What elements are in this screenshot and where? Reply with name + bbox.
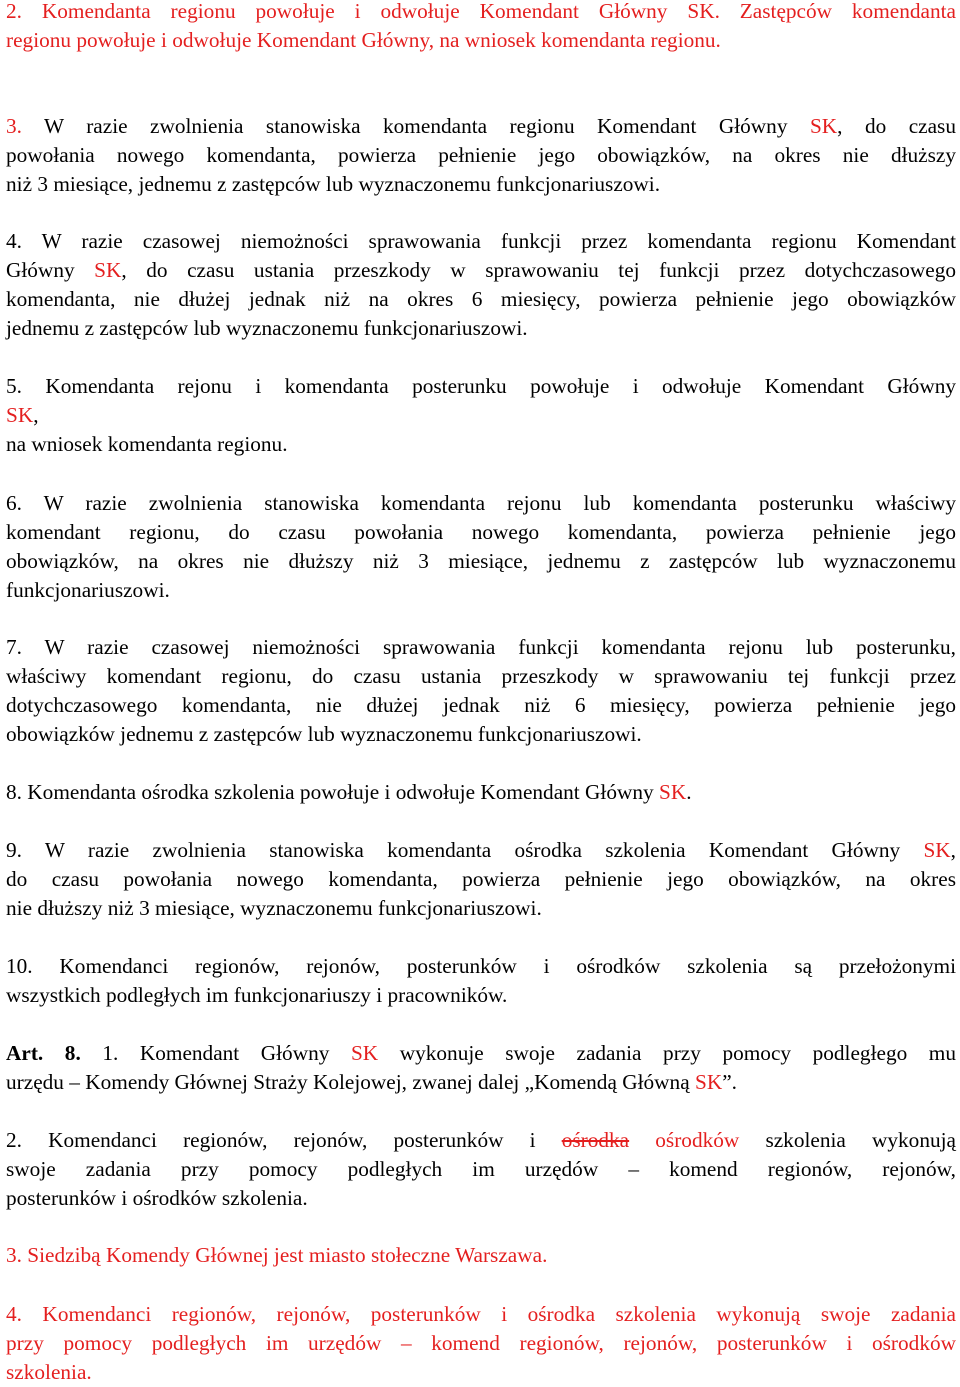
paragraph-10	[6, 952, 956, 1010]
paragraph-4-line-3: komendanta, nie dłużej jednak niż na okres 6 miesięcy, powierza pełnienie jego obowiązków	[6, 287, 956, 311]
paragraph-5-line-1: 5. Komendanta rejonu i komendanta posterunku powołuje i odwołuje Komendant Główny	[6, 374, 956, 398]
paragraph-4-line-1: 4. W razie czasowej niemożności sprawowania funkcji przez komendanta regionu Komendant	[6, 229, 956, 253]
paragraph-9-line-2: do czasu powołania nowego komendanta, powierza pełnienie jego obowiązków, na okres	[6, 867, 956, 891]
paragraph-9	[6, 836, 956, 923]
paragraph-2-line-2: regionu powołuje i odwołuje Komendant Główny, na wniosek komendanta regionu.	[6, 28, 721, 52]
paragraph-6-line-4: funkcjonariuszowi.	[6, 578, 170, 602]
article-8-section-4-line-3: szkolenia.	[6, 1360, 92, 1384]
inserted-word: ośrodków	[655, 1128, 740, 1152]
article-8-line-2: urzędu – Komendy Głównej Straży Kolejowej, zwanej dalej „Komendą Główną SK”.	[6, 1070, 737, 1094]
paragraph-3	[6, 112, 956, 199]
paragraph-6	[6, 489, 956, 605]
article-8-section-2-line-3: posterunków i ośrodków szkolenia.	[6, 1186, 308, 1210]
paragraph-2-line-1: 2. Komendanta regionu powołuje i odwołuje Komendant Główny SK. Zastępców komendanta	[6, 0, 956, 23]
article-8-section-4-line-1: 4. Komendanci regionów, rejonów, posterunków i ośrodka szkolenia wykonują swoje zadania	[6, 1302, 956, 1326]
article-8-section-4	[6, 1300, 956, 1387]
paragraph-3-line-3: niż 3 miesiące, jednemu z zastępców lub wyznaczonemu funkcjonariuszowi.	[6, 172, 661, 196]
paragraph-7-line-4: obowiązków jednemu z zastępców lub wyznaczonemu funkcjonariuszowi.	[6, 722, 642, 746]
paragraph-5-line-2: SK,	[6, 403, 39, 427]
paragraph-10-line-1: 10. Komendanci regionów, rejonów, posterunków i ośrodków szkolenia są przełożonymi	[6, 954, 956, 978]
struck-word: ośrodka	[561, 1128, 630, 1152]
paragraph-8-line-1: 8. Komendanta ośrodka szkolenia powołuje i odwołuje Komendant Główny SK.	[6, 780, 692, 804]
article-8-line-1: Art. 8. 1. Komendant Główny SK wykonuje swoje zadania przy pomocy podległego mu	[6, 1041, 956, 1065]
sk-abbrev: SK	[923, 838, 951, 862]
paragraph-7-line-1: 7. W razie czasowej niemożności sprawowania funkcji komendanta rejonu lub posterunku,	[6, 635, 956, 659]
paragraph-4-line-4: jednemu z zastępców lub wyznaczonemu funkcjonariuszowi.	[6, 316, 528, 340]
paragraph-6-line-1: 6. W razie zwolnienia stanowiska komendanta rejonu lub komendanta posterunku właściwy	[6, 491, 956, 515]
paragraph-4-line-2: Główny SK, do czasu ustania przeszkody w sprawowaniu tej funkcji przez dotychczasowego	[6, 258, 957, 282]
paragraph-2	[6, 0, 956, 55]
paragraph-4	[6, 227, 956, 343]
sk-abbrev: SK	[694, 1070, 723, 1094]
paragraph-6-line-3: obowiązków, na okres nie dłuższy niż 3 miesiące, jednemu z zastępców lub wyznaczonemu	[6, 549, 956, 573]
article-8-section-3	[6, 1241, 956, 1270]
paragraph-10-line-2: wszystkich podległych im funkcjonariuszy i pracowników.	[6, 983, 508, 1007]
paragraph-9-line-3: nie dłuższy niż 3 miesiące, wyznaczonemu funkcjonariuszowi.	[6, 896, 542, 920]
article-8-section-1	[6, 1039, 956, 1097]
sk-abbrev: SK	[6, 403, 34, 427]
article-8-section-2-line-1: 2. Komendanci regionów, rejonów, posterunków i ośrodka ośrodków szkolenia wykonują	[6, 1128, 956, 1152]
paragraph-3-line-2: powołania nowego komendanta, powierza pełnienie jego obowiązków, na okres nie dłuższy	[6, 143, 956, 167]
paragraph-5-line-3: na wniosek komendanta regionu.	[6, 432, 288, 456]
article-8-section-3-line-1: 3. Siedzibą Komendy Głównej jest miasto stołeczne Warszawa.	[6, 1243, 548, 1267]
paragraph-7-line-2: właściwy komendant regionu, do czasu ustania przeszkody w sprawowaniu tej funkcji przez	[6, 664, 956, 688]
paragraph-5	[6, 372, 956, 459]
paragraph-6-line-2: komendant regionu, do czasu powołania nowego komendanta, powierza pełnienie jego	[6, 520, 956, 544]
article-8-section-2	[6, 1126, 956, 1213]
sk-abbrev: SK	[658, 780, 687, 804]
article-heading: Art. 8.	[6, 1041, 81, 1065]
paragraph-7-line-3: dotychczasowego komendanta, nie dłużej jednak niż 6 miesięcy, powierza pełnienie jego	[6, 693, 956, 717]
paragraph-3-number: 3.	[6, 114, 22, 138]
article-8-section-4-line-2: przy pomocy podległych im urzędów – komend regionów, rejonów, posterunków i ośrodków	[6, 1331, 956, 1355]
paragraph-9-line-1: 9. W razie zwolnienia stanowiska komendanta ośrodka szkolenia Komendant Główny SK,	[6, 838, 956, 862]
paragraph-8	[6, 778, 956, 807]
sk-abbrev: SK	[350, 1041, 379, 1065]
sk-abbrev: SK	[94, 258, 122, 282]
article-8-section-2-line-2: swoje zadania przy pomocy podległych im urzędów – komend regionów, rejonów,	[6, 1157, 956, 1181]
paragraph-3-line-1: 3. W razie zwolnienia stanowiska komendanta regionu Komendant Główny SK, do czasu	[6, 114, 956, 138]
paragraph-7	[6, 633, 956, 749]
sk-abbrev: SK	[809, 114, 838, 138]
